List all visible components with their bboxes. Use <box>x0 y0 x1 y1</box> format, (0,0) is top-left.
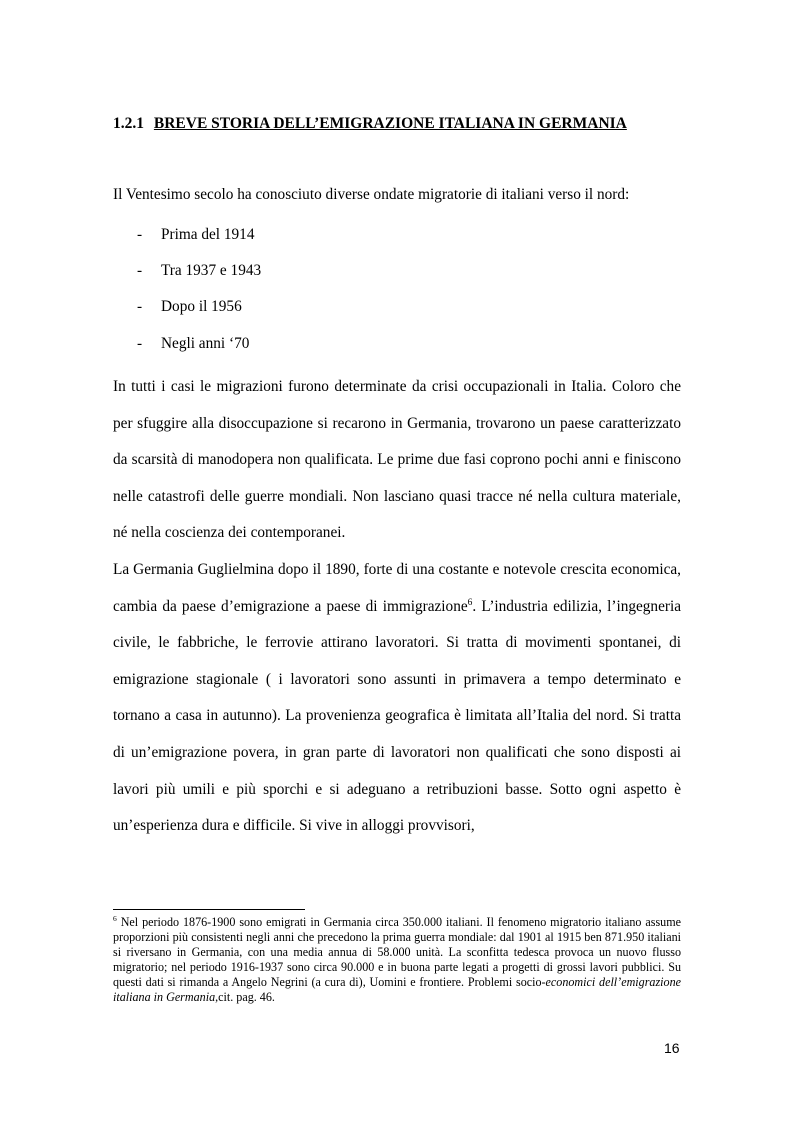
list-bullet: - <box>137 298 143 315</box>
section-number: 1.2.1 <box>113 115 144 132</box>
page-number: 16 <box>664 1040 680 1056</box>
list-bullet: - <box>137 335 143 352</box>
footnote-text: Nel periodo 1876-1900 sono emigrati in Germania circa 350.000 italiani. Il fenomeno migratorio italiano assume proporzioni più consistenti negli anni che precedono la prima guerra mondiale: dal 1901 al 1915 ben 871.950 italiani si riversano in Germania, con una media annua di 58.000 unità. La sconfitta tedesca provoca un nuovo flusso migratorio; nel periodo 1916-1937 sono circa 90.000 e in buona parte legati a progetti di grossi lavori pubblici. Su questi dati si rimanda a Angelo Negrini (a cura di), Uomini e frontiere. Problemi socio- <box>113 915 681 990</box>
footnote-marker: 6 <box>113 913 117 923</box>
list-item-text: Negli anni ‘70 <box>161 335 250 352</box>
footnote-citation: ,cit. pag. 46. <box>215 990 275 1005</box>
paragraph-2 <box>113 552 681 845</box>
list-item-text: Tra 1937 e 1943 <box>161 262 262 279</box>
list-bullet: - <box>137 226 143 243</box>
list-item-text: Dopo il 1956 <box>161 298 242 315</box>
list-bullet: - <box>137 262 143 279</box>
section-heading <box>113 115 627 133</box>
footnote-italic-title: economici dell’emigrazione italiana in Germania <box>113 975 681 1005</box>
intro-sentence: Il Ventesimo secolo ha conosciuto diverse ondate migratorie di italiani verso il nord: <box>113 186 630 203</box>
paragraph-2-text-cont: . L’industria edilizia, l’ingegneria civile, le fabbriche, le ferrovie attirano lavoratori. Si tratta di movimenti spontanei, di emigrazione stagionale ( i lavoratori sono assunti in primavera a tempo determinato e tornano a casa in autunno). La provenienza geografica è limitata all’Italia del nord. Si tratta di un’emigrazione povera, in gran parte di lavoratori non qualificati che sono disposti ai lavori più umili e più sporchi e si adeguano a retribuzioni basse. Sotto ogni aspetto è un’esperienza dura e difficile. Si vive in alloggi provvisori, <box>113 597 682 835</box>
footnote-reference[interactable]: 6 <box>467 597 473 608</box>
footnote <box>113 915 681 1006</box>
footnote-separator <box>113 909 305 910</box>
section-title: BREVE STORIA DELL’EMIGRAZIONE ITALIANA IN GERMANIA <box>153 115 627 132</box>
body-text <box>113 369 681 845</box>
paragraph-2-text: La Germania Guglielmina dopo il 1890, forte di una costante e notevole crescita economica, cambia da paese d’emigrazione a paese di immigrazione <box>113 560 681 615</box>
paragraph-1: In tutti i casi le migrazioni furono determinate da crisi occupazionali in Italia. Coloro che per sfuggire alla disoccupazione si recarono in Germania, trovarono un paese caratterizzato da scarsità di manodopera non qualificata. Le prime due fasi coprono pochi anni e finiscono nelle catastrofi delle guerre mondiali. Non lasciano quasi tracce né nella cultura materiale, né nella coscienza dei contemporanei. <box>113 378 681 542</box>
list-item-text: Prima del 1914 <box>161 226 255 243</box>
